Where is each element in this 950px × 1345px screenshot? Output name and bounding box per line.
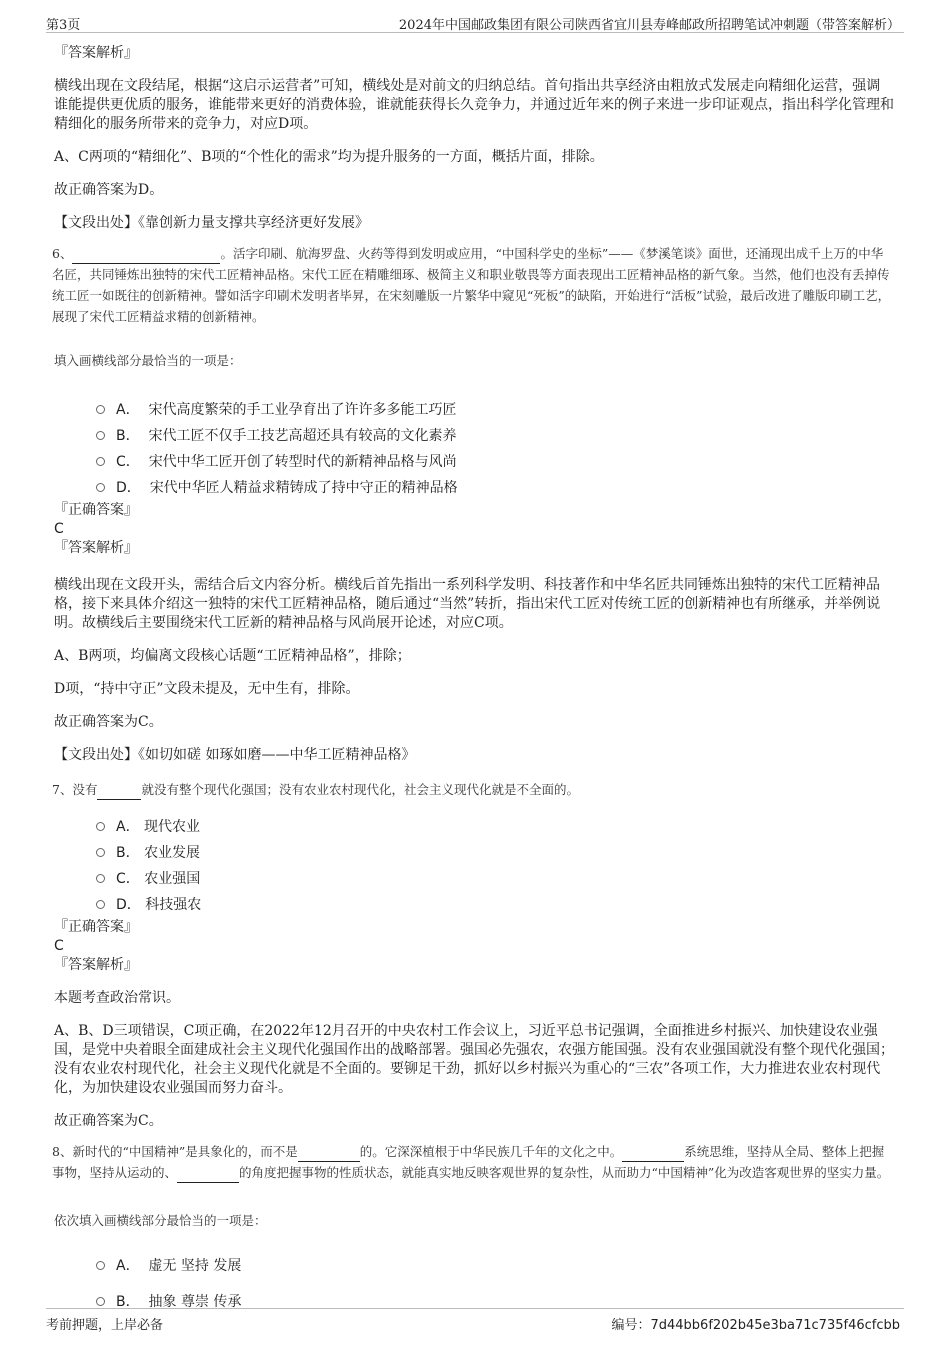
correct-answer: C (54, 938, 64, 954)
radio-icon[interactable] (96, 483, 105, 492)
option-a[interactable]: A． 虚无 坚持 发展 (54, 1253, 894, 1289)
radio-icon[interactable] (96, 431, 105, 440)
correct-answer-label: 『正确答案』 (54, 919, 138, 935)
question-prompt: 依次填入画横线部分最恰当的一项是： (54, 1212, 267, 1228)
option-a[interactable]: A． 宋代高度繁荣的手工业孕育出了许许多多能工巧匠 (54, 397, 894, 423)
page-number: 第3页 (46, 18, 81, 33)
radio-icon[interactable] (96, 900, 105, 909)
exclude-text: A、C两项的“精细化”、B项的“个性化的需求”均为提升服务的一方面，概括片面，排除。 (54, 149, 604, 165)
blank-line (177, 1168, 239, 1183)
option-d[interactable]: D． 宋代中华匠人精益求精铸成了持中守正的精神品格 (54, 475, 894, 501)
option-c[interactable]: C． 宋代中华工匠开创了转型时代的新精神品格与风尚 (54, 449, 894, 475)
answer-text: 故正确答案为C。 (54, 1113, 163, 1129)
analysis-label: 『答案解析』 (54, 45, 138, 61)
analysis-text: 横线出现在文段开头，需结合后文内容分析。横线后首先指出一系列科学发明、科技著作和中华名匠共同锤炼出独特的宋代工匠精神品格，接下来具体介绍这一独特的宋代工匠精神品格，随后通过“当然”转折，指出宋代工匠对传统工匠的创新精神也有所继承，并举例说明。故横线后主要围绕宋代工匠新的精神品格与风尚展开论述，对应C项。 (54, 577, 881, 631)
radio-icon[interactable] (96, 405, 105, 414)
radio-icon[interactable] (96, 874, 105, 883)
question-6-options (54, 397, 894, 501)
exclude-text: A、B两项，均偏离文段核心话题“工匠精神品格”，排除； (54, 648, 411, 664)
question-8-stem: 8、新时代的“中国精神”是具象化的，而不是 的。它深深植根于中华民族几千年的文化之中。 系统思维，坚持从全局、整体上把握事物，坚持从运动的、 的角度把握事物的性质状态，就能真实地反映客观世界的复杂性，从而助力“中国精神”化为改造客观世界的坚实力量。 (52, 1141, 894, 1183)
document-id: 编号：7d44bb6f202b45e3ba71c735f46cfcbb (611, 1318, 900, 1333)
answer-text: 故正确答案为D。 (54, 182, 164, 198)
option-b[interactable]: B． 抽象 尊崇 传承 (54, 1289, 894, 1315)
radio-icon[interactable] (96, 822, 105, 831)
blank-line (622, 1147, 684, 1162)
source-text: 【文段出处】《如切如磋 如琢如磨——中华工匠精神品格》 (54, 747, 416, 763)
radio-icon[interactable] (96, 1261, 105, 1270)
option-b[interactable]: B． 宋代工匠不仅手工技艺高超还具有较高的文化素养 (54, 423, 894, 449)
blank-line (72, 249, 220, 264)
radio-icon[interactable] (96, 848, 105, 857)
correct-answer-label: 『正确答案』 (54, 502, 138, 518)
question-prompt: 填入画横线部分最恰当的一项是： (54, 352, 242, 368)
page-header (46, 12, 904, 33)
exclude-text: D项，“持中守正”文段未提及，无中生有，排除。 (54, 681, 360, 697)
option-d[interactable]: D． 科技强农 (54, 892, 894, 918)
document-body (54, 44, 894, 1315)
document-title: 2024年中国邮政集团有限公司陕西省宜川县寿峰邮政所招聘笔试冲刺题（带答案解析） (398, 18, 900, 33)
blank-line (97, 785, 141, 800)
option-b[interactable]: B． 农业发展 (54, 840, 894, 866)
analysis-label: 『答案解析』 (54, 540, 138, 556)
question-8-options (54, 1253, 894, 1315)
answer-text: 故正确答案为C。 (54, 714, 163, 730)
blank-line (298, 1147, 360, 1162)
option-c[interactable]: C． 农业强国 (54, 866, 894, 892)
source-text: 【文段出处】《靠创新力量支撑共享经济更好发展》 (54, 215, 369, 231)
page-footer (46, 1308, 904, 1333)
analysis-intro: 本题考查政治常识。 (54, 990, 180, 1006)
footer-slogan: 考前押题，上岸必备 (46, 1318, 164, 1333)
option-a[interactable]: A． 现代农业 (54, 814, 894, 840)
analysis-text: 横线出现在文段结尾，根据“这启示运营者”可知，横线处是对前文的归纳总结。首句指出共享经济由粗放式发展走向精细化运营，强调谁能提供更优质的服务，谁能带来更好的消费体验，谁就能获得长久竞争力，并通过近年来的例子来进一步印证观点，指出科学化管理和精细化的服务所带来的竞争力，对应D项。 (54, 78, 894, 132)
radio-icon[interactable] (96, 457, 105, 466)
analysis-label: 『答案解析』 (54, 957, 138, 973)
correct-answer: C (54, 521, 64, 537)
question-number: 6、 (52, 246, 73, 261)
question-7-stem: 7、没有 就没有整个现代化强国；没有农业农村现代化，社会主义现代化就是不全面的。 (52, 779, 894, 800)
question-number: 8、 (52, 1144, 73, 1159)
radio-icon[interactable] (96, 1297, 105, 1306)
question-6-stem: 6、 。活字印刷、航海罗盘、火药等得到发明或应用，“中国科学史的坐标”——《梦溪笔谈》面世，还涌现出成千上万的中华名匠，共同锤炼出独特的宋代工匠精神品格。宋代工匠在精雕细琢、极简主义和职业敬畏等方面表现出工匠精神品格的新气象。当然，他们也没有丢掉传统工匠一如既往的创新精神。譬如活字印刷术发明者毕昇，在宋刻雕版一片繁华中窥见“死板”的缺陷，开始进行“活板”试验，最后改进了雕版印刷工艺，展现了宋代工匠精益求精的创新精神。 (52, 246, 891, 324)
question-number: 7、 (52, 782, 73, 797)
analysis-text: A、B、D三项错误，C项正确，在2022年12月召开的中央农村工作会议上，习近平总书记强调，全面推进乡村振兴、加快建设农业强国，是党中央着眼全面建成社会主义现代化强国作出的战略部署。强国必先强农，农强方能国强。没有农业强国就没有整个现代化强国；没有农业农村现代化，社会主义现代化就是不全面的。要铆足干劲，抓好以乡村振兴为重心的“三农”各项工作，大力推进农业农村现代化，为加快建设农业强国而努力奋斗。 (54, 1023, 894, 1096)
question-7-options (54, 814, 894, 918)
